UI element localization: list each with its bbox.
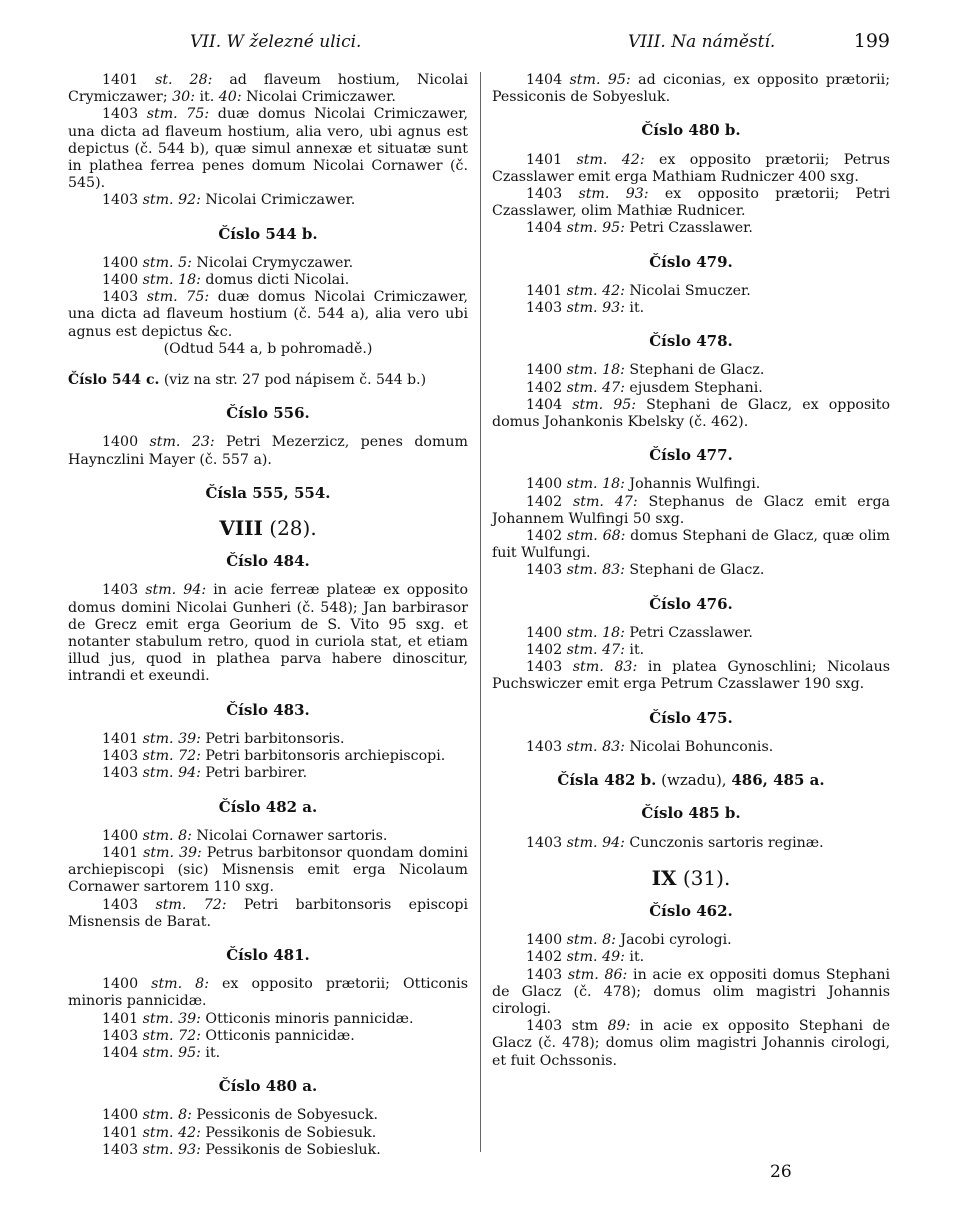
section-heading: Číslo 481. bbox=[226, 945, 310, 964]
right-column bbox=[492, 72, 890, 1070]
record-entry: 1403 stm. 83: in platea Gynoschlini; Nicolaus Puchswiczer emit erga Petrum Czasslawer 190 sxg. bbox=[492, 659, 890, 693]
record-entry: 1403 stm. 72: Otticonis pannicidæ. bbox=[102, 1027, 355, 1044]
record-entry: 1403 stm. 83: Stephani de Glacz. bbox=[526, 562, 765, 579]
record-entry: 1403 stm. 93: it. bbox=[526, 300, 645, 317]
section-heading: Číslo 483. bbox=[226, 700, 310, 719]
record-entry: 1401 stm. 39: Otticonis minoris pannicidæ. bbox=[102, 1010, 414, 1027]
section-heading: Číslo 480 a. bbox=[218, 1077, 318, 1096]
page-number: 199 bbox=[853, 30, 890, 52]
running-header-left: VII. W železné ulici. bbox=[190, 32, 362, 52]
section-heading: Číslo 479. bbox=[649, 252, 733, 271]
section-heading: Číslo 556. bbox=[226, 404, 310, 423]
record-entry: 1403 stm. 72: Petri barbitonsoris archiepiscopi. bbox=[102, 748, 446, 765]
section-heading: Číslo 484. bbox=[226, 552, 310, 571]
section-heading: Číslo 476. bbox=[649, 594, 733, 613]
record-entry: 1403 stm. 94: in acie ferreæ plateæ ex opposito domus domini Nicolai Gunheri (č. 548); Jan barbirasor de Grecz emit erga Georium de S. Vito 95 sxg. et notanter stabulum retro, quod in curiola stat, et etiam illud jus, quod in plathea parva habere dinoscitur, intrandi et exeundi. bbox=[68, 582, 469, 685]
record-entry: 1401 stm. 42: ex opposito prætorii; Petrus Czasslawer emit erga Mathiam Rudniczer 400 sxg. bbox=[492, 151, 891, 185]
signature-mark: 26 bbox=[770, 1162, 792, 1182]
record-entry: 1400 stm. 23: Petri Mezerzicz, penes domum Haynczlini Mayer (č. 557 a). bbox=[68, 434, 469, 468]
record-entry: 1403 stm. 86: in acie ex oppositi domus Stephani de Glacz (č. 478); domus olim magistri Johannis cirologi. bbox=[492, 966, 890, 1017]
record-entry: 1400 stm. 8: Pessiconis de Sobyesuck. bbox=[102, 1107, 378, 1124]
record-entry: 1400 stm. 18: Johannis Wulfingi. bbox=[526, 476, 761, 493]
record-entry: 1400 stm. 18: Stephani de Glacz. bbox=[526, 362, 765, 379]
section-heading: Číslo 462. bbox=[649, 901, 733, 920]
record-entry: 1402 stm. 49: it. bbox=[526, 949, 645, 966]
section-heading: Číslo 477. bbox=[649, 446, 733, 465]
section-heading: Číslo 485 b. bbox=[641, 804, 741, 823]
section-heading: Číslo 480 b. bbox=[641, 121, 741, 140]
record-entry: 1401 stm. 39: Petrus barbitonsor quondam domini archiepiscopi (sic) Misnensis emit erga Nicolaum Cornawer sartorem 110 sxg. bbox=[68, 844, 468, 896]
editor-note: (Odtud 544 a, b pohromadě.) bbox=[163, 340, 373, 357]
record-entry: 1401 stm. 39: Petri barbitonsoris. bbox=[102, 730, 345, 747]
record-entry: 1402 stm. 47: it. bbox=[526, 642, 645, 659]
record-entry: 1403 stm. 94: Petri barbirer. bbox=[102, 765, 308, 782]
record-entry: 1404 stm. 95: ad ciconias, ex opposito prætorii; Pessiconis de Sobyesluk. bbox=[492, 72, 890, 106]
record-entry: 1400 stm. 5: Nicolai Crymyczawer. bbox=[102, 254, 354, 271]
section-heading: Číslo 482 a. bbox=[218, 797, 318, 816]
record-entry: 1401 stm. 42: Nicolai Smuczer. bbox=[526, 282, 751, 299]
cross-reference-heading: Čísla 482 b. (wzadu), 486, 485 a. bbox=[557, 771, 825, 790]
record-entry: 1404 stm. 95: Stephani de Glacz, ex opposito domus Johankonis Kbelsky (č. 462). bbox=[492, 396, 890, 431]
section-heading: Číslo 478. bbox=[649, 332, 733, 351]
record-entry: 1402 stm. 47: Stephanus de Glacz emit erga Johannem Wulfingi 50 sxg. bbox=[492, 493, 890, 527]
record-entry: 1403 stm. 83: Nicolai Bohunconis. bbox=[526, 738, 774, 755]
record-entry: 1400 stm. 8: Jacobi cyrologi. bbox=[526, 932, 732, 949]
running-header-right: VIII. Na náměstí. bbox=[628, 32, 776, 52]
record-entry: 1403 stm. 92: Nicolai Crimiczawer. bbox=[102, 192, 356, 209]
record-entry: 1402 stm. 68: domus Stephani de Glacz, quæ olim fuit Wulfungi. bbox=[492, 528, 890, 562]
district-heading: IX (31). bbox=[651, 865, 731, 890]
record-entry: 1401 st. 28: ad flaveum hostium, Nicolai Crymiczawer; 30: it. 40: Nicolai Crimiczawer. bbox=[68, 72, 468, 106]
record-entry: 1404 stm. 95: Petri Czasslawer. bbox=[526, 220, 753, 237]
district-heading: VIII (28). bbox=[219, 516, 317, 541]
record-entry: 1400 stm. 18: Petri Czasslawer. bbox=[526, 624, 753, 641]
record-entry: 1400 stm. 8: Nicolai Cornawer sartoris. bbox=[102, 827, 388, 844]
record-entry: 1403 stm. 75: duæ domus Nicolai Crimiczawer, una dicta ad flaveum hostium, alia vero, ubi agnus est depictus (č. 544 b), quæ simul annexæ et situatæ sunt in plathea ferrea penes domum Nicolai Cornawer (č. 545). bbox=[68, 106, 468, 192]
record-entry: 1403 stm. 94: Cunczonis sartoris reginæ. bbox=[526, 834, 824, 851]
record-entry: 1403 stm 89: in acie ex opposito Stephani de Glacz (č. 478); domus olim magistri Johannis cirologi, et fuit Ochssonis. bbox=[492, 1018, 890, 1069]
record-entry: 1401 stm. 42: Pessikonis de Sobiesuk. bbox=[102, 1124, 377, 1141]
record-entry: 1400 stm. 18: domus dicti Nicolai. bbox=[102, 272, 350, 289]
record-entry: 1403 stm. 93: Pessikonis de Sobiesluk. bbox=[102, 1141, 381, 1158]
left-column bbox=[68, 72, 468, 1159]
section-heading: Číslo 475. bbox=[649, 708, 733, 727]
record-entry: 1400 stm. 8: ex opposito prætorii; Otticonis minoris pannicidæ. bbox=[68, 976, 469, 1010]
record-entry: 1403 stm. 93: ex opposito prætorii; Petri Czasslawer, olim Mathiæ Rudnicer. bbox=[492, 186, 890, 220]
column-divider bbox=[480, 72, 481, 1152]
record-entry: 1402 stm. 47: ejusdem Stephani. bbox=[526, 379, 763, 396]
record-entry: 1403 stm. 75: duæ domus Nicolai Crimiczawer, una dicta ad flaveum hostium (č. 544 a), alia vero ubi agnus est depictus &c. bbox=[68, 289, 468, 340]
record-entry: 1404 stm. 95: it. bbox=[102, 1044, 221, 1061]
record-entry: 1403 stm. 72: Petri barbitonsoris episcopi Misnensis de Barat. bbox=[68, 896, 468, 930]
cross-reference: Číslo 544 c. (viz na str. 27 pod nápisem č. 544 b.) bbox=[68, 372, 427, 389]
section-heading: Čísla 555, 554. bbox=[205, 483, 331, 502]
section-heading: Číslo 544 b. bbox=[218, 224, 318, 243]
